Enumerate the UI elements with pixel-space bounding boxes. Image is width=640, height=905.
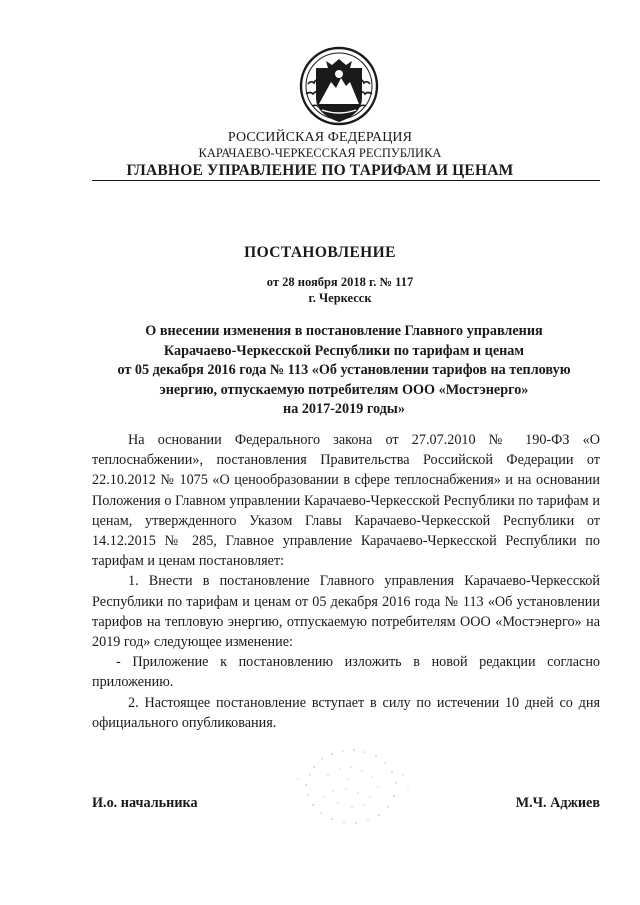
document-dateline: от 28 ноября 2018 г. № 117	[266, 275, 414, 289]
document-body	[92, 430, 600, 733]
body-paragraph: 1. Внести в постановление Главного управления Карачаево-Черкесской Республики по тарифам и ценам от 05 декабря 2016 года № 113 «Об установлении тарифов на тепловую энергию, отпускаемую потребителям ООО «Мостэнерго» на 2019 год» следующее изменение:	[92, 573, 600, 651]
subject-line: Карачаево-Черкесской Республики по тарифам и ценам	[163, 342, 525, 359]
header-country: РОССИЙСКАЯ ФЕДЕРАЦИЯ	[227, 130, 413, 145]
subject-line: от 05 декабря 2016 года № 113 «Об установлении тарифов на тепловую	[117, 362, 571, 378]
subject-line: О внесении изменения в постановление Главного управления	[145, 323, 543, 339]
signatory-position: И.о. начальника	[92, 795, 198, 811]
header-divider	[92, 180, 600, 181]
header-agency: ГЛАВНОЕ УПРАВЛЕНИЕ ПО ТАРИФАМ И ЦЕНАМ	[126, 162, 514, 179]
header-republic: КАРАЧАЕВО-ЧЕРКЕССКАЯ РЕСПУБЛИКА	[198, 146, 442, 160]
subject-line: на 2017-2019 годы»	[283, 401, 405, 417]
coat-of-arms-icon	[298, 44, 380, 128]
document-title: ПОСТАНОВЛЕНИЕ	[244, 244, 396, 261]
body-paragraph: 2. Настоящее постановление вступает в силу по истечении 10 дней со дня официального опубликования.	[92, 694, 600, 731]
subject-line: энергию, отпускаемую потребителям ООО «Мостэнерго»	[159, 381, 529, 398]
official-stamp-icon	[288, 745, 418, 825]
signatory-name: М.Ч. Аджиев	[515, 795, 600, 811]
body-paragraph: - Приложение к постановлению изложить в новой редакции согласно приложению.	[92, 654, 600, 691]
body-paragraph: На основании Федерального закона от 27.07.2010 № 190-ФЗ «О теплоснабжении», постановления Правительства Российской Федерации от 22.10.2012 № 1075 «О ценообразовании в сфере теплоснабжения» и на основании Положения о Главном управлении Карачаево-Черкесской Республики по тарифам и ценам, утвержденного Указом Главы Карачаево-Черкесской Республики от 14.12.2015 № 285, Главное управление Карачаево-Черкесской Республики по тарифам и ценам постановляет:	[92, 432, 600, 570]
document-city: г. Черкесск	[308, 291, 372, 305]
document-subject	[82, 322, 606, 420]
